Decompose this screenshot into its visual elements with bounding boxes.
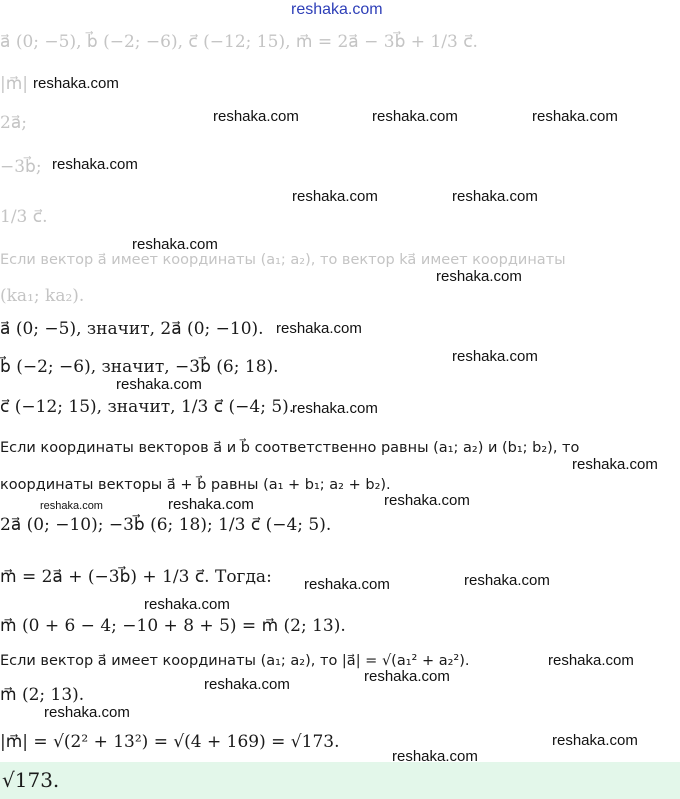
calc-b-line: b⃗ (−2; −6), значит, −3b⃗ (6; 18).	[0, 357, 279, 377]
watermark: reshaka.com	[304, 576, 390, 593]
watermark: reshaka.com	[452, 348, 538, 365]
abs-result-line: |m⃗| = √(2² + 13²) = √(4 + 169) = √173.	[0, 732, 340, 752]
calc-a-line: a⃗ (0; −5), значит, 2a⃗ (0; −10).	[0, 319, 264, 339]
watermark: reshaka.com	[116, 376, 202, 393]
step-c3-line: 1/3 c⃗.	[0, 207, 48, 227]
watermark: reshaka.com	[132, 236, 218, 253]
watermark: reshaka.com	[204, 676, 290, 693]
given-line: a⃗ (0; −5), b⃗ (−2; −6), c⃗ (−12; 15), m⃗ = 2a⃗ − 3b⃗ + 1/3 c⃗.	[0, 32, 478, 52]
watermark: reshaka.com	[292, 188, 378, 205]
watermark: reshaka.com	[364, 668, 450, 685]
site-link[interactable]: reshaka.com	[291, 1, 383, 18]
m-result-line: m⃗ (2; 13).	[0, 685, 85, 705]
watermark: reshaka.com	[168, 496, 254, 513]
answer-value: √173.	[2, 768, 60, 792]
watermark: reshaka.com	[384, 492, 470, 509]
rule-sum-line: Если координаты векторов a⃗ и b⃗ соответственно равны (a₁; a₂) и (b₁; b₂), то	[0, 440, 580, 456]
rule-sum-line-2: координаты векторы a⃗ + b⃗ равны (a₁ + b₁; a₂ + b₂).	[0, 477, 391, 493]
rule-scalar-line: Если вектор a⃗ имеет координаты (a₁; a₂), то вектор ka⃗ имеет координаты	[0, 252, 566, 268]
watermark: reshaka.com	[144, 596, 230, 613]
watermark: reshaka.com	[52, 156, 138, 173]
watermark: reshaka.com	[392, 748, 478, 765]
rule-scalar-line-2: (ka₁; ka₂).	[0, 286, 85, 306]
find-abs-line: |m⃗|	[0, 74, 29, 94]
calc-c-line: c⃗ (−12; 15), значит, 1/3 c⃗ (−4; 5).	[0, 397, 295, 417]
watermark: reshaka.com	[436, 268, 522, 285]
step-2a-line: 2a⃗;	[0, 113, 27, 133]
watermark: reshaka.com	[548, 652, 634, 669]
m-expr-line: m⃗ = 2a⃗ + (−3b⃗) + 1/3 c⃗. Тогда:	[0, 567, 272, 587]
watermark: reshaka.com	[276, 320, 362, 337]
watermark: reshaka.com	[292, 400, 378, 417]
answer-highlight	[0, 762, 680, 799]
watermark: reshaka.com	[213, 108, 299, 125]
watermark: reshaka.com	[572, 456, 658, 473]
watermark: reshaka.com	[452, 188, 538, 205]
watermark: reshaka.com	[44, 704, 130, 721]
watermark: reshaka.com	[372, 108, 458, 125]
vectors-line: 2a⃗ (0; −10); −3b⃗ (6; 18); 1/3 c⃗ (−4; 5).	[0, 515, 332, 535]
watermark: reshaka.com	[552, 732, 638, 749]
step-3b-line: −3b⃗;	[0, 157, 42, 177]
rule-abs-line: Если вектор a⃗ имеет координаты (a₁; a₂), то |a⃗| = √(a₁² + a₂²).	[0, 653, 470, 669]
watermark: reshaka.com	[532, 108, 618, 125]
watermark: reshaka.com	[40, 500, 103, 512]
watermark: reshaka.com	[464, 572, 550, 589]
m-coords-line: m⃗ (0 + 6 − 4; −10 + 8 + 5) = m⃗ (2; 13).	[0, 616, 346, 636]
watermark: reshaka.com	[33, 75, 119, 92]
